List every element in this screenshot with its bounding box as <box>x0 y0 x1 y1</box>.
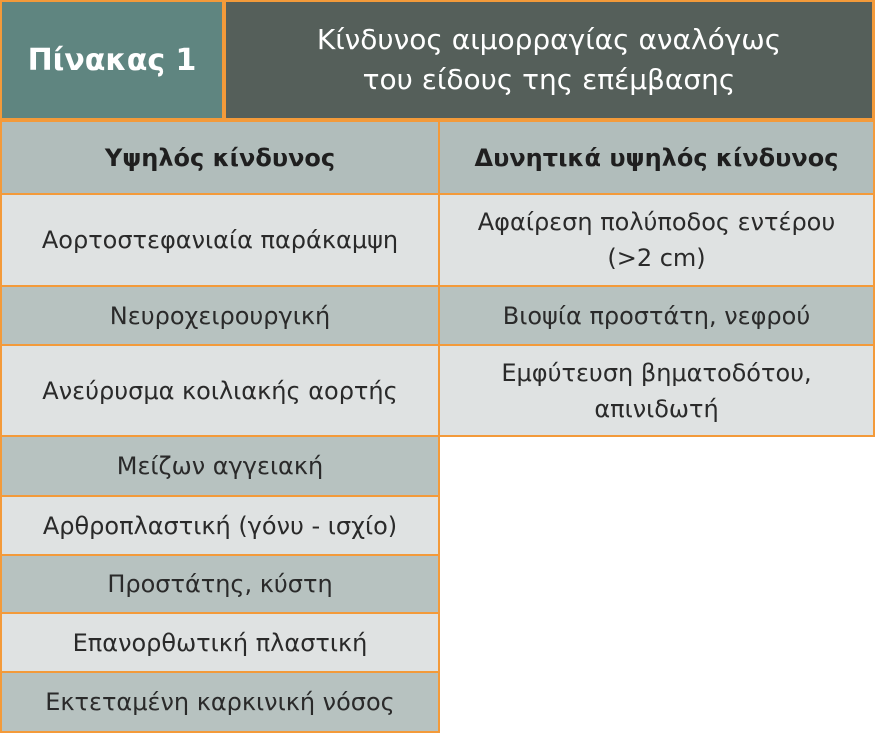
column-header-potential-risk: Δυνητικά υψηλός κίνδυνος <box>438 120 875 195</box>
cell-text-line-1: Αφαίρεση πολύποδος εντέρου <box>477 208 836 236</box>
cell-text-line-1: Εμφύτευση βηματοδότου, <box>501 358 812 387</box>
table-cell-high-risk: Ανεύρυσμα κοιλιακής αορτής <box>0 344 440 437</box>
cell-text-line-2: (>2 cm) <box>607 244 706 272</box>
cell-text-line-2: απινιδωτή <box>594 394 719 423</box>
table-cell-high-risk: Εκτεταμένη καρκινική νόσος <box>0 671 440 733</box>
column-header-high-risk: Υψηλός κίνδυνος <box>0 120 440 195</box>
table-cell-high-risk: Επανορθωτική πλαστική <box>0 612 440 673</box>
table-cell-high-risk: Προστάτης, κύστη <box>0 554 440 614</box>
table-cell-potential-risk <box>438 344 875 437</box>
table-cell-high-risk: Νευροχειρουργική <box>0 285 440 346</box>
table-cell-high-risk: Μείζων αγγειακή <box>0 435 440 497</box>
table-title-line-2: του είδους της επέμβασης <box>362 63 736 96</box>
table-cell-high-risk: Αρθροπλαστική (γόνυ - ισχίο) <box>0 495 440 556</box>
table-title-line-1: Κίνδυνος αιμορραγίας αναλόγως <box>316 23 782 56</box>
table-title <box>226 2 872 118</box>
risk-table <box>0 120 875 733</box>
table-cell-potential-risk <box>438 285 875 346</box>
table-number-label: Πίνακας 1 <box>2 2 222 118</box>
table-cell-potential-risk <box>438 193 875 287</box>
cell-text-line-1: Βιοψία προστάτη, νεφρού <box>502 301 811 330</box>
table-cell-high-risk: Αορτοστεφανιαία παράκαμψη <box>0 193 440 287</box>
table-title-bar <box>0 0 875 120</box>
